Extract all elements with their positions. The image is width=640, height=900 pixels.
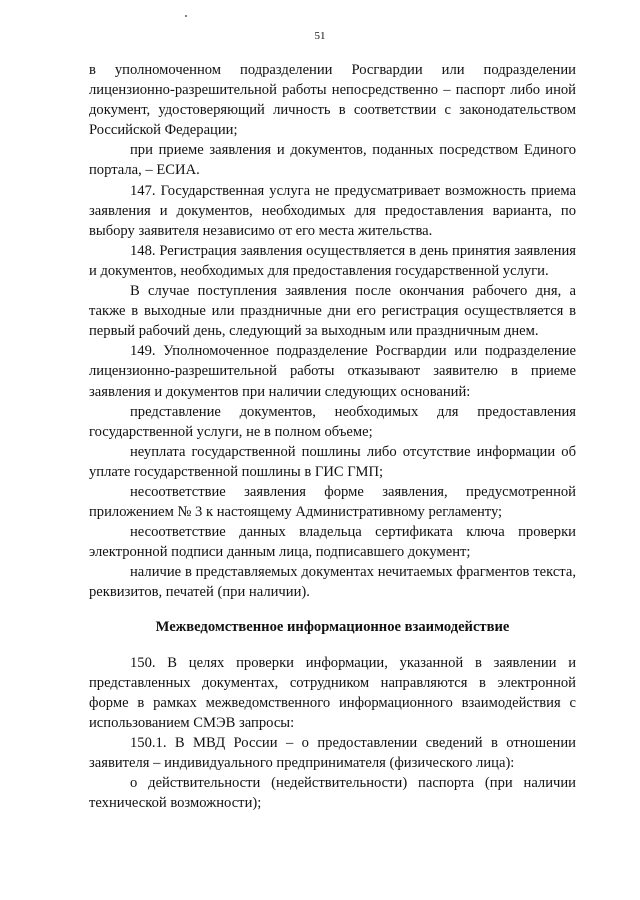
paragraph-149: 149. Уполномоченное подразделение Росгвардии или подразделение лицензионно-разрешительной работы отказывают заявителю в приеме заявления и документов при наличии следующих оснований: <box>89 343 576 400</box>
list-item: представление документов, необходимых для предоставления государственной услуги, не в полном объеме; <box>89 403 576 440</box>
scan-speck <box>185 15 187 17</box>
paragraph-150: 150. В целях проверки информации, указанной в заявлении и представленных документах, сотрудником направляются в электронной форме в рамках межведомственного информационного взаимодействия с использованием СМЭВ запросы: <box>89 654 576 731</box>
paragraph-150-1: 150.1. В МВД России – о предоставлении сведений в отношении заявителя – индивидуального предпринимателя (физического лица): <box>89 735 576 772</box>
page-number: 51 <box>314 30 326 42</box>
paragraph-147: 147. Государственная услуга не предусматривает возможность приема заявления и документов, необходимых для предоставления варианта, по выбору заявителя независимо от его места жительства. <box>89 182 576 239</box>
paragraph: в уполномоченном подразделении Росгвардии или подразделении лицензионно-разрешительной работы непосредственно – паспорт либо иной документ, удостоверяющий личность в соответствии с законодательством Российской Федерации; <box>89 62 576 139</box>
document-body <box>89 60 576 813</box>
list-item: неуплата государственной пошлины либо отсутствие информации об уплате государственной пошлины в ГИС ГМП; <box>89 443 576 480</box>
section-heading: Межведомственное информационное взаимодействие <box>155 618 510 635</box>
paragraph: В случае поступления заявления после окончания рабочего дня, а также в выходные или праздничные дни его регистрация осуществляется в первый рабочий день, следующий за выходным или праздничным днем. <box>89 283 576 340</box>
paragraph: при приеме заявления и документов, поданных посредством Единого портала, – ЕСИА. <box>89 142 576 179</box>
list-item: несоответствие заявления форме заявления, предусмотренной приложением № 3 к настоящему Административному регламенту; <box>89 483 576 521</box>
list-item: несоответствие данных владельца сертификата ключа проверки электронной подписи данным лица, подписавшего документ; <box>89 524 576 561</box>
paragraph-148: 148. Регистрация заявления осуществляется в день принятия заявления и документов, необходимых для предоставления государственной услуги. <box>89 242 576 279</box>
list-item: наличие в представляемых документах нечитаемых фрагментов текста, реквизитов, печатей (при наличии). <box>89 564 576 601</box>
list-item: о действительности (недействительности) паспорта (при наличии технической возможности); <box>89 775 576 812</box>
